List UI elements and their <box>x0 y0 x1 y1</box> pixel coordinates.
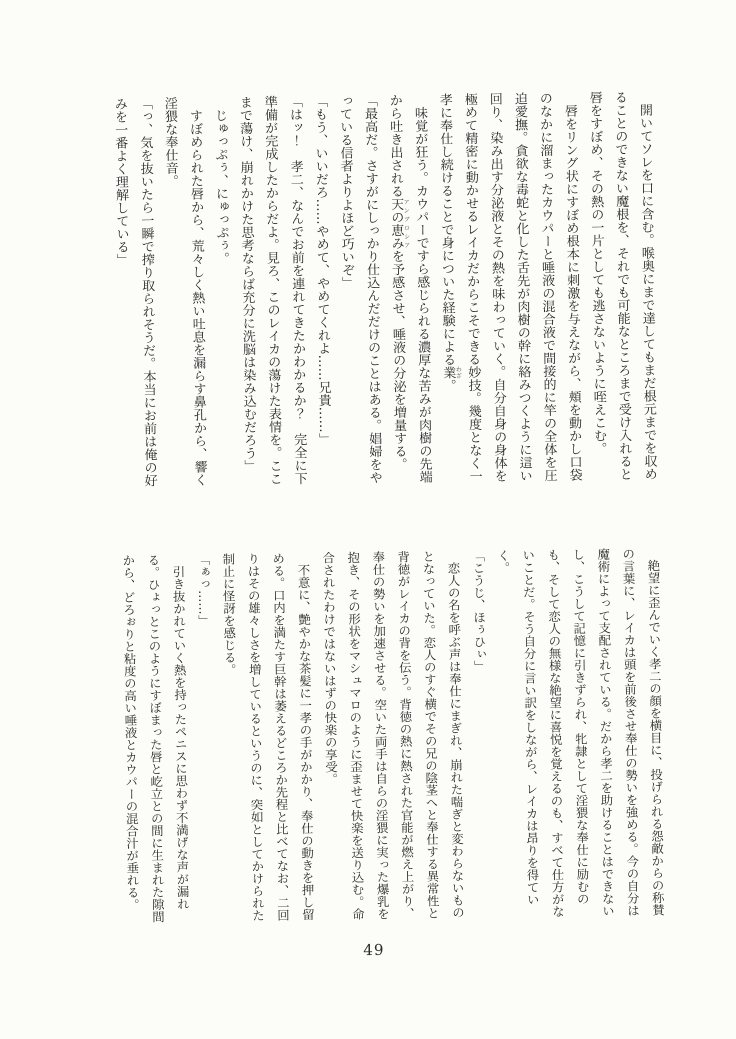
paragraph: 不意に、艶やかな茶髪に一孝の手がかかり、奉仕の動きを押し留める。口内を満たす巨幹は萎えるどころか先程と比べてなお、二回りはその雄々しさを増しているというのに、突如としてかけられた制止に怪訝を感じる。 <box>220 552 315 922</box>
bottom-text-block <box>115 547 670 925</box>
paragraph: 恋人の名を呼ぶ声は奉仕にまぎれ、崩れた喘ぎと変わらないものとなっていた。恋人のすぐ横でその兄の陰茎へと奉仕する異常性と背徳がレイカの背を伝う。背徳の熱に熱された官能が燃え上がり、奉仕の勢いを加速させる。空いた両手は自らの淫猥に実った爆乳を抱き、その形状をマシュマロのように歪ませて快楽を送り込む。命合されたわけではないはずの快楽の享受。 <box>320 550 465 921</box>
paragraph: 「最高だ。さすがにしっかり仕込んだだけのことはある。娼婦をやっている信者よりよほど巧いぞ」 <box>336 93 382 485</box>
paragraph: 絶望に歪んでいく孝二の顔を横目に、投げられる怨敵からの称賛の言葉に、レイカは頭を前後させ奉仕の勢いを強める。今の自分は魔術によって支配されている。だから孝二を助けることはできないし、こうして記憶に引きずられ、牝隷として淫猥な奉仕に励むのも、そして恋人の無様な絶望に喜悦を覚えるのも、すべて仕方がないことだ。そう自分に言い訳をしながら、レイカは昂りを得ていく。 <box>495 547 665 918</box>
paragraph: じゅっぷぅ、にゅっぷぅ。 <box>211 108 229 265</box>
paragraph: 「ぁっ……」 <box>195 553 211 628</box>
paragraph: 味覚が狂う。カウパーですら感じられる濃厚な苦みが肉樹の先端から吐き出される天の恵みアンブロシアを予感させ、唾液の分泌を増量する。 <box>386 93 432 484</box>
paragraph: 「はッ！ 孝二、なんでお前を連れてきたかわかるか？ 完全に下準備が完成したからだよ。見ろ、このレイカの蕩けた表情を。ここまで蕩け、崩れかけた思考ならば充分に洗脳は染み込むだろう」 <box>236 94 307 486</box>
paragraph: 開いてソレを口に含む。喉奥にまで達してもまだ根元までを収めることのできない魔根を、それでも可能なところまで受け入れると唇をすぼめ、その熱の一片としても逃さないように咥えこむ。 <box>586 90 657 481</box>
paragraph: 引き抜かれていく熱を持ったペニスに思わず不満げな声が漏れる。ひょっとこのようにすぼまった唇と屹立との間に生まれた隙間から、どろぉりと粘度の高い唾液とカウパーの混合汁が垂れる。 <box>120 553 190 923</box>
page-number: 49 <box>363 940 385 960</box>
paragraph: 「っ、気を抜いたら一瞬で搾り取られそうだ。本当にお前は俺の好みを一番よく理解している」 <box>111 96 157 487</box>
paragraph: 唇をリング状にすぼめ根本に刺激を与えながら、頬を動かし口袋のなかに溜まったカウパーと唾液の混合液で間接的に竿の全体を圧迫愛撫。貪欲な毒蛇と化した舌先が肉樹の幹に絡みつくように這い回り、染み出す分泌液とその熱を味わっていく。自分自身の身体を極めて精密に動かせるレイカだからこそできる妙技。幾度となく一孝に奉仕し続けることで身についた経験による業わざ。 <box>436 91 582 483</box>
paragraph: すぼめられた唇から、荒々しく熱い吐息を漏らす鼻孔から、響く淫猥な奉仕音。 <box>161 96 207 487</box>
ruby-annotated-word: 業わざ <box>440 365 462 380</box>
top-text-block <box>107 90 662 488</box>
paragraph: 「こうじ、ほぅひぃ」 <box>470 549 487 673</box>
paragraph: 「もう、いいだろ……やめて、やめてくれよ……兄貴……」 <box>311 94 332 446</box>
ruby-annotated-word: 天の恵みアンブロシア <box>388 197 410 250</box>
